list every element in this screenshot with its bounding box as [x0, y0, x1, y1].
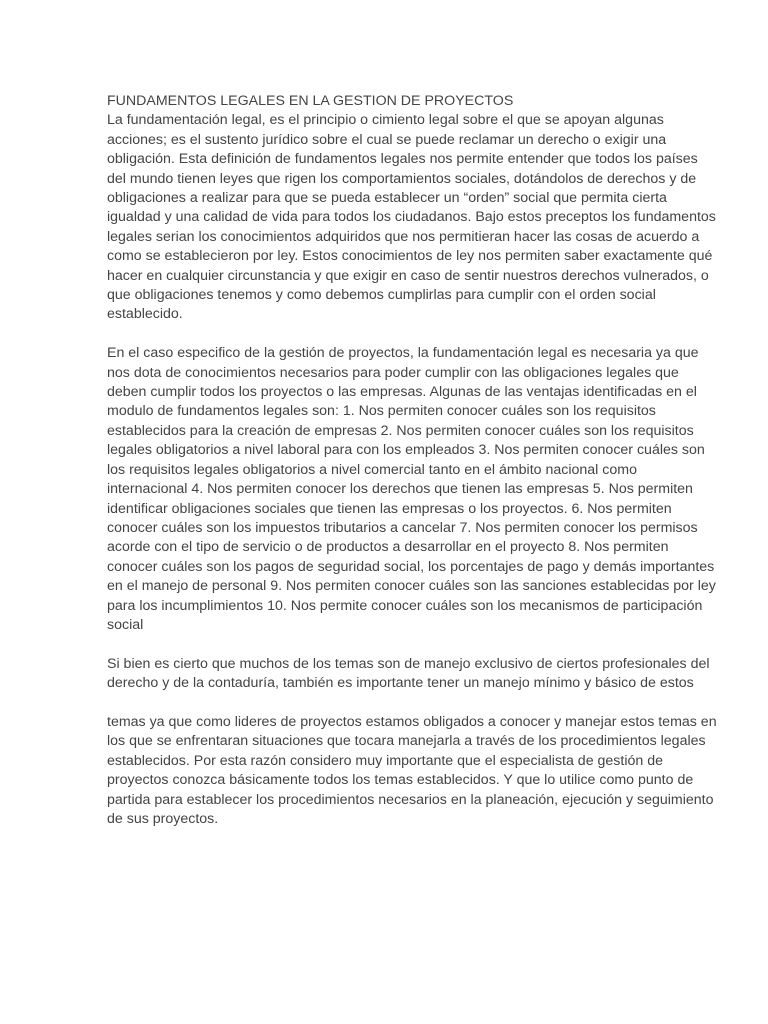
paragraph-professionals: Si bien es cierto que muchos de los temas son de manejo exclusivo de ciertos profesionales del derecho y de la contaduría, también es importante tener un manejo mínimo y básico de estos: [107, 655, 710, 692]
paragraph-intro: La fundamentación legal, es el principio o cimiento legal sobre el que se apoyan algunas acciones; es el sustento jurídico sobre el cual se puede reclamar un derecho o exigir una obligación. Esta definición de fundamentos legales nos permite entender que todos los países del mundo tienen leyes que rigen los comportamientos sociales, dotándolos de derechos y de obligaciones a realizar para que se pueda establecer un “orden” social que permita cierta igualdad y una calidad de vida para todos los ciudadanos. Bajo estos preceptos los fundamentos legales serian los conocimientos adquiridos que nos permitieran hacer las cosas de acuerdo a como se establecieron por ley. Estos conocimientos de ley nos permiten saber exactamente qué hacer en cualquier circunstancia y que exigir en caso de sentir nuestros derechos vulnerados, o que obligaciones tenemos y como debemos cumplirlas para cumplir con el orden social establecido.: [107, 112, 716, 323]
paragraph-conclusion: temas ya que como lideres de proyectos estamos obligados a conocer y manejar estos temas en los que se enfrentaran situaciones que tocara manejarla a través de los procedimientos legales establecidos. Por esta razón considero muy importante que el especialista de gestión de proyectos conozca básicamente todos los temas establecidos. Y que lo utilice como punto de partida para establecer los procedimientos necesarios en la planeación, ejecución y seguimiento de sus proyectos.: [107, 713, 717, 827]
document-title: FUNDAMENTOS LEGALES EN LA GESTION DE PROYECTOS: [107, 93, 514, 109]
paragraph-project-management: En el caso especifico de la gestión de proyectos, la fundamentación legal es necesaria ya que nos dota de conocimientos necesarios para poder cumplir con las obligaciones legales que deben cumplir todos los proyectos o las empresas. Algunas de las ventajas identificadas en el modulo de fundamentos legales son: 1. Nos permiten conocer cuáles son los requisitos establecidos para la creación de empresas 2. Nos permiten conocer cuáles son los requisitos legales obligatorios a nivel laboral para con los empleados 3. Nos permiten conocer cuáles son los requisitos legales obligatorios a nivel comercial tanto en el ámbito nacional como internacional 4. Nos permiten conocer los derechos que tienen las empresas 5. Nos permiten identificar obligaciones sociales que tienen las empresas o los proyectos. 6. Nos permiten conocer cuáles son los impuestos tributarios a cancelar 7. Nos permiten conocer los permisos acorde con el tipo de servicio o de productos a desarrollar en el proyecto 8. Nos permiten conocer cuáles son los pagos de seguridad social, los porcentajes de pago y demás importantes en el manejo de personal 9. Nos permiten conocer cuáles son las sanciones establecidas por ley para los incumplimientos 10. Nos permite conocer cuáles son los mecanismos de participación social: [107, 345, 716, 633]
